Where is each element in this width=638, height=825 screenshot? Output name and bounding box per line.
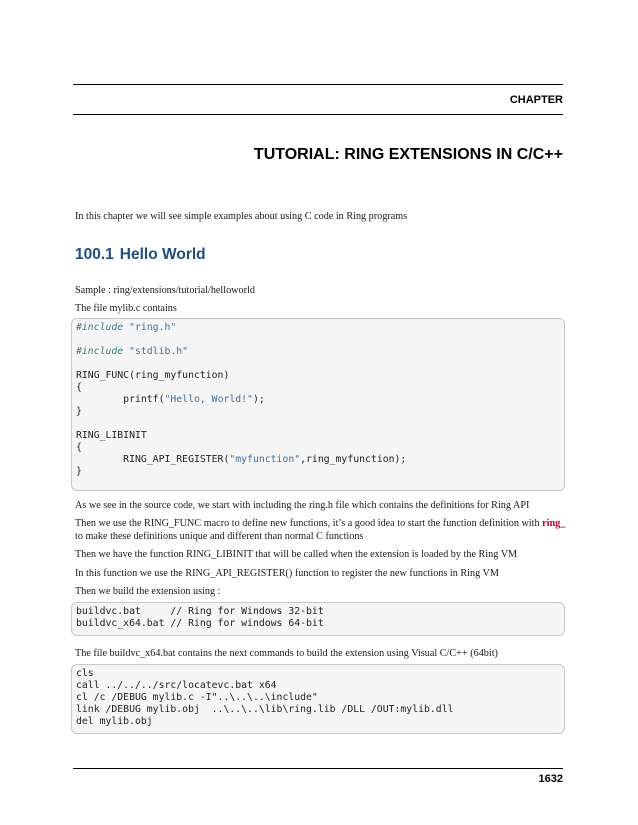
code-block-mylib [71,318,565,491]
page-number: 1632 [538,773,563,785]
section-number: 100.1 [75,246,114,263]
para-x64-build: The file buildvc_x64.bat contains the next commands to build the extension using Visual C/C++ (64bit) [75,648,498,659]
para-ring-func-line1: Then we use the RING_FUNC macro to define new functions, it’s a good idea to start the function definition with ring_ [75,518,566,529]
para-build: Then we build the extension using : [75,586,221,597]
code-block-buildvc-x64 [71,664,565,734]
chapter-label: CHAPTER [509,94,563,106]
code-line: RING_API_REGISTER("myfunction",ring_myfunction); [76,454,407,465]
code-line: cl /c /DEBUG mylib.c -I"..\..\..\include" [76,692,318,703]
code-line: link /DEBUG mylib.obj ..\..\..\lib\ring.lib /DLL /OUT:mylib.dll [76,704,454,715]
code-line-blank [76,358,564,370]
code-line-blank [76,334,564,346]
para-libinit: Then we have the function RING_LIBINIT that will be called when the extension is loaded by the Ring VM [75,549,518,560]
footer-rule [73,768,563,769]
para-source-explanation: As we see in the source code, we start with including the ring.h file which contains the definitions for Ring API [75,500,530,511]
code-line: buildvc_x64.bat // Ring for windows 64-bit [76,618,324,629]
chapter-title: TUTORIAL: RING EXTENSIONS IN C/C++ [253,146,563,163]
intro-paragraph: In this chapter we will see simple examples about using C code in Ring programs [75,211,408,222]
sample-path-text: Sample : ring/extensions/tutorial/helloworld [75,285,255,296]
code-line: RING_LIBINIT [76,430,147,441]
code-line: printf("Hello, World!"); [76,394,265,405]
code-line: buildvc.bat // Ring for Windows 32-bit [76,606,324,617]
file-contains-text: The file mylib.c contains [75,303,177,314]
code-line: cls [76,668,94,679]
code-line: #include "ring.h" [76,322,177,333]
code-block-build [71,602,565,636]
code-line: { [76,442,82,453]
section-title-text: Hello World [119,246,206,263]
code-line-blank [76,418,564,430]
para-register: In this function we use the RING_API_REGISTER() function to register the new functions in Ring VM [75,568,499,579]
para-ring-func [75,517,567,543]
code-line: } [76,406,82,417]
code-line: RING_FUNC(ring_myfunction) [76,370,230,381]
code-line: } [76,466,82,477]
code-line: #include "stdlib.h" [76,346,189,357]
code-line: del mylib.obj [76,716,153,727]
section-heading [75,246,206,264]
code-line: call ../../../src/locatevc.bat x64 [76,680,277,691]
para-ring-func-line2: to make these definitions unique and different than normal C functions [75,531,364,542]
header-top-rule [73,84,563,85]
header-bottom-rule [73,114,563,115]
code-line: { [76,382,82,393]
ring-prefix-link[interactable]: ring_ [542,518,566,529]
